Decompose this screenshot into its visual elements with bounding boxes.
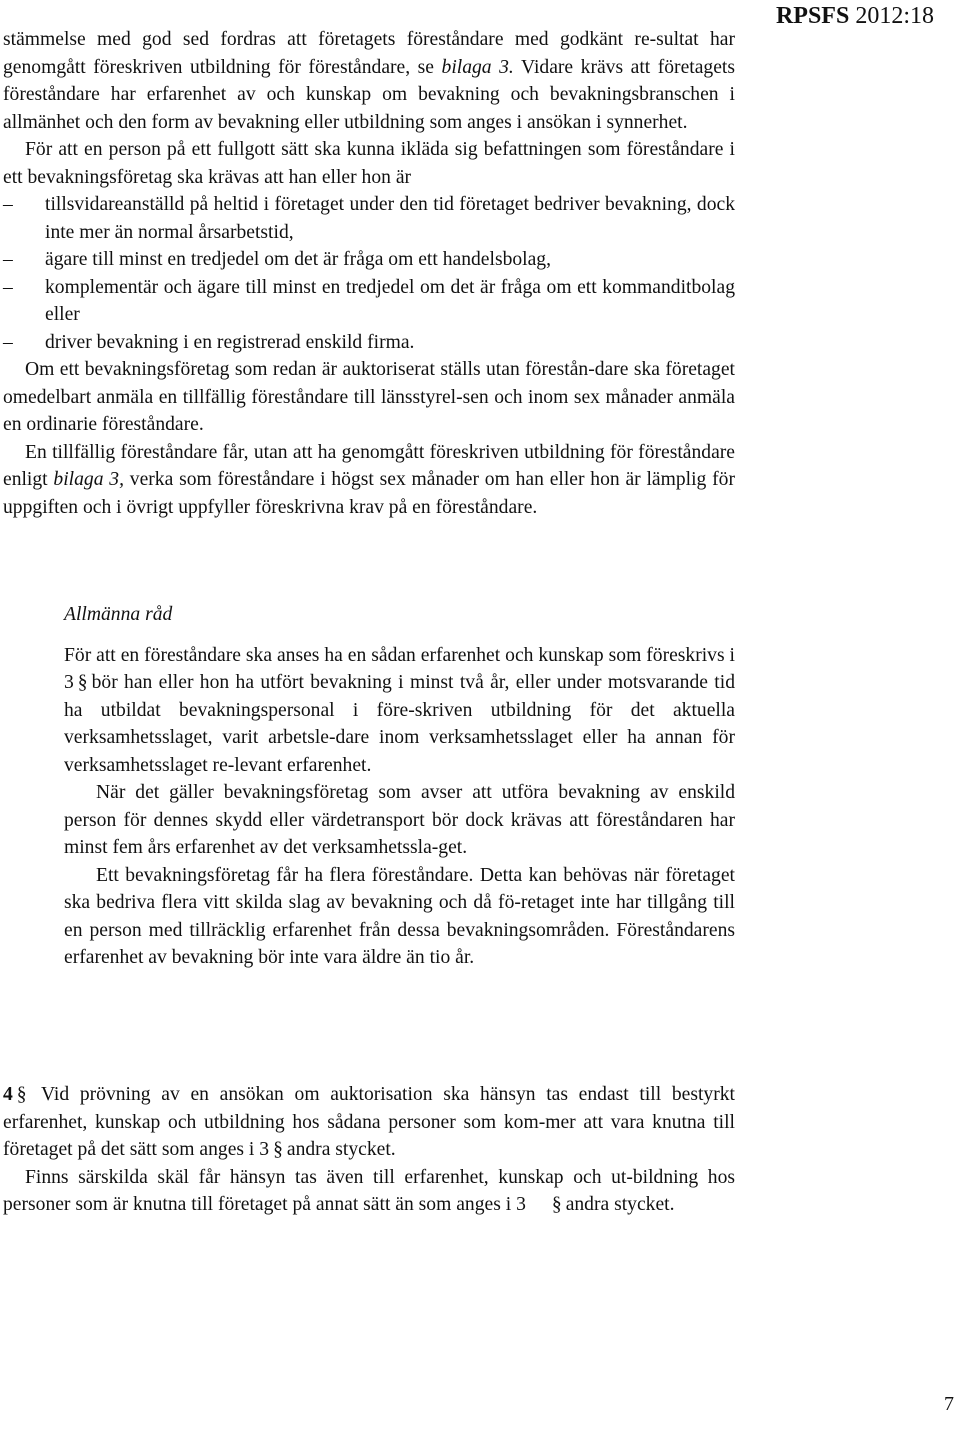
- paragraph-text: Finns särskilda skäl får hänsyn tas även till erfarenhet, kunskap och ut-bildning hos personer som är knutna till företaget på annat sätt än som anges i 3: [3, 1166, 735, 1215]
- section-sign: §: [551, 1194, 562, 1215]
- paragraph-text: bör han eller hon ha utfört bevakning i minst två år, eller under motsvarande tid ha utbildat bevakningspersonal i före-skriven utbildning för det aktuella verksamhetsslaget, varit arbetsle-dare inom verksamhetsslaget eller ha annan för verksamhetsslaget re-levant erfarenhet.: [64, 672, 735, 776]
- paragraph-text: stämmelse med god sed fordras att företagets föreståndare med godkänt re-sultat har genomgått föreskriven utbildning för föreståndare, se: [3, 29, 735, 78]
- paragraph-text: Vid prövning av en ansökan om auktorisation ska hänsyn tas endast till bestyrkt erfarenhet, kunskap och utbildning hos sådana personer som kom-mer att vara knutna till företaget på det sätt som anges i 3: [3, 1084, 735, 1160]
- dash-bullet: –: [3, 276, 13, 298]
- paragraph-text: För att en föreståndare ska anses ha en sådan erfarenhet och kunskap som föreskrivs i 3: [64, 644, 735, 693]
- advice-heading: Allmänna råd: [64, 604, 173, 625]
- list-item-text: driver bevakning i en registrerad enskild firma.: [45, 331, 415, 353]
- paragraph-text: En tillfällig föreståndare får, utan att ha genomgått föreskriven utbildning för föreståndare enligt: [3, 441, 735, 490]
- section-sign: §: [16, 1084, 27, 1105]
- annex-reference: bilaga 3,: [53, 469, 124, 490]
- document-identifier: [776, 2, 934, 30]
- annex-reference: bilaga 3.: [441, 56, 514, 78]
- list-item: [3, 274, 735, 329]
- general-advice-section: [64, 601, 735, 972]
- list-item-text: komplementär och ägare till minst en tredjedel om det är fråga om ett kommanditbolag eller: [45, 276, 735, 325]
- dash-bullet: –: [3, 249, 13, 270]
- section-sign: §: [77, 672, 88, 693]
- paragraph-text: verka som föreståndare i högst sex månader om han eller hon är lämplig för uppgiften och i övrigt uppfyller föreskrivna krav på en föreståndare.: [3, 469, 735, 518]
- paragraph-temporary-manager: Om ett bevakningsföretag som redan är auktoriserat ställs utan förestån-dare ska företaget omedelbart anmäla en tillfällig föreståndare till länsstyrel-sen och inom sex månader anmäla en ordinarie föreståndare.: [3, 359, 735, 435]
- paragraph-text: Vidare krävs att företagets föreståndare har erfarenhet av och kunskap om bevakning och bevakningsbranschen i allmänhet och den form av bevakning eller utbildning som anges i ansökan i synnerhet.: [3, 56, 735, 133]
- list-item-text: ägare till minst en tredjedel om det är fråga om ett handelsbolag,: [45, 249, 551, 270]
- section-4: [3, 1081, 735, 1219]
- section-sign: §: [273, 1139, 283, 1160]
- dash-bullet: –: [3, 194, 13, 215]
- section-number: 4: [3, 1084, 13, 1105]
- paragraph-temporary-duration: [3, 439, 735, 522]
- paragraph-text: andra stycket.: [286, 1139, 396, 1160]
- advice-paragraph: [64, 642, 735, 780]
- dash-bullet: –: [3, 331, 13, 353]
- section-4-paragraph: [3, 1081, 735, 1164]
- doc-number: 2012:18: [855, 3, 934, 29]
- doc-prefix: RPSFS: [775, 3, 850, 29]
- advice-paragraph: Ett bevakningsföretag får ha flera föreståndare. Detta kan behövas när företaget ska bedriva flera vitt skilda slag av bevakning och då fö-retaget inte har tillgång till en person med tillräcklig erfarenhet från dessa bevakningsområden. Föreståndarens erfarenhet av bevakning bör inte vara äldre än tio år.: [64, 864, 735, 968]
- list-item: [3, 329, 735, 357]
- paragraph-person-criteria: För att en person på ett fullgott sätt ska kunna ikläda sig befattningen som föreståndare i ett bevakningsföretag ska krävas att han eller hon är: [3, 139, 735, 188]
- list-item: [3, 246, 735, 274]
- paragraph-text: andra stycket.: [565, 1194, 675, 1215]
- criteria-list: [3, 191, 735, 356]
- section-4-paragraph: [3, 1164, 735, 1219]
- list-item: [3, 191, 735, 246]
- advice-paragraph: När det gäller bevakningsföretag som avser att utföra bevakning av enskild person för dennes skydd eller värdetransport bör dock krävas att föreståndaren har minst fem års erfarenhet av det verksamhetssla-get.: [64, 782, 735, 858]
- paragraph-requirements: [3, 26, 735, 136]
- list-item-text: tillsvidareanställd på heltid i företaget under den tid företaget bedriver bevakning, dock inte mer än normal årsarbetstid,: [45, 194, 735, 243]
- page-number: 7: [944, 1393, 954, 1415]
- main-text: [3, 26, 735, 521]
